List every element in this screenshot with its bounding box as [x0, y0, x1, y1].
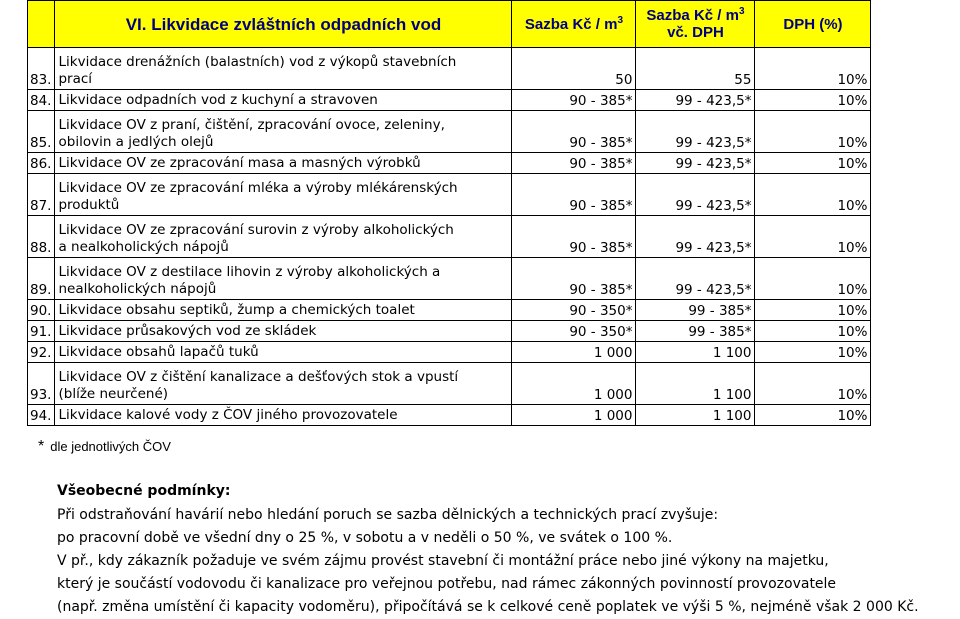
row-description-line: prací: [58, 71, 93, 87]
row-rate-vat: 99 - 423,5*: [636, 258, 755, 300]
conditions-line: po pracovní době ve všední dny o 25 %, v sobotu a v neděli o 50 %, ve svátek o 100 %.: [57, 530, 673, 546]
row-rate-vat: 99 - 423,5*: [636, 216, 755, 258]
table-row: [28, 111, 871, 153]
conditions-line: V př., kdy zákazník požaduje ve svém zájmu provést stavební či montážní práce nebo jiné výkony na majetku,: [57, 553, 829, 569]
row-description-line: a nealkoholických nápojů: [58, 239, 229, 255]
row-number: 83.: [28, 48, 55, 90]
row-rate: 1 000: [512, 405, 636, 426]
row-description: [55, 363, 512, 405]
header-rate-vat: Sazba Kč / $m^3$ vč. DPH: [636, 1, 755, 48]
section-title: VI. Likvidace zvláštních odpadních vod: [55, 1, 512, 48]
row-description: [55, 300, 512, 321]
row-vat: 10%: [755, 321, 871, 342]
row-vat: 10%: [755, 258, 871, 300]
row-number: 93.: [28, 363, 55, 405]
row-vat: 10%: [755, 342, 871, 363]
row-rate: 1 000: [512, 342, 636, 363]
row-rate: 50: [512, 48, 636, 90]
row-rate-vat: 55: [636, 48, 755, 90]
row-description: [55, 174, 512, 216]
row-description: [55, 258, 512, 300]
row-description-line: obilovin a jedlých olejů: [58, 134, 214, 150]
row-description-line: Likvidace odpadních vod z kuchyní a stravoven: [58, 92, 378, 108]
header-rate: Sazba Kč / $m^3$: [512, 1, 636, 48]
row-rate: 90 - 385*: [512, 258, 636, 300]
row-description: [55, 153, 512, 174]
header-row: [28, 1, 871, 48]
row-description-line: nealkoholických nápojů: [58, 281, 217, 297]
row-description-line: Likvidace obsahů lapačů tuků: [58, 344, 259, 360]
conditions-line: Při odstraňování havárií nebo hledání poruch se sazba dělnických a technických prací zvyšuje:: [57, 507, 719, 523]
table-body: [28, 48, 871, 426]
row-rate: 90 - 385*: [512, 111, 636, 153]
row-rate: 90 - 385*: [512, 153, 636, 174]
conditions-line: který je součástí vodovodu či kanalizace pro veřejnou potřebu, nad rámec zákonných povinností provozovatele: [57, 576, 837, 592]
footnote: [38, 438, 171, 456]
row-rate-vat: 99 - 423,5*: [636, 153, 755, 174]
row-vat: 10%: [755, 300, 871, 321]
row-number: 90.: [28, 300, 55, 321]
row-rate-vat: 1 100: [636, 405, 755, 426]
row-number: 85.: [28, 111, 55, 153]
row-rate-vat: 1 100: [636, 363, 755, 405]
table-row: [28, 216, 871, 258]
row-description-line: Likvidace OV ze zpracování surovin z výroby alkoholických: [58, 222, 454, 238]
row-description-line: (blíže neurčené): [58, 386, 169, 402]
row-description: [55, 405, 512, 426]
row-number: 94.: [28, 405, 55, 426]
row-vat: 10%: [755, 363, 871, 405]
table-row: [28, 363, 871, 405]
table-row: [28, 321, 871, 342]
row-rate-vat: 99 - 423,5*: [636, 90, 755, 111]
row-number: 88.: [28, 216, 55, 258]
row-description: [55, 90, 512, 111]
table-row: [28, 174, 871, 216]
conditions-line: (např. změna umístění či kapacity vodoměru), připočítává se k celkové ceně poplatek ve výši 5 %, nejméně však 2 000 Kč.: [57, 599, 919, 615]
row-vat: 10%: [755, 90, 871, 111]
row-description: [55, 321, 512, 342]
row-rate: 90 - 385*: [512, 174, 636, 216]
row-number: 84.: [28, 90, 55, 111]
row-description-line: Likvidace drenážních (balastních) vod z výkopů stavebních: [58, 54, 457, 70]
price-table: [27, 0, 871, 426]
row-description: [55, 111, 512, 153]
row-rate-vat: 99 - 423,5*: [636, 174, 755, 216]
footnote-star: *: [38, 438, 45, 455]
table-row: [28, 90, 871, 111]
row-rate: 90 - 385*: [512, 216, 636, 258]
row-description-line: Likvidace OV z čištění kanalizace a dešťových stok a vpustí: [58, 369, 459, 385]
row-description-line: Likvidace OV ze zpracování masa a masných výrobků: [58, 155, 421, 171]
row-vat: 10%: [755, 153, 871, 174]
row-rate: 90 - 350*: [512, 300, 636, 321]
row-vat: 10%: [755, 405, 871, 426]
row-description-line: Likvidace OV ze zpracování mléka a výroby mlékárenských: [58, 180, 458, 196]
row-number: 89.: [28, 258, 55, 300]
row-number: 91.: [28, 321, 55, 342]
table-row: [28, 48, 871, 90]
row-vat: 10%: [755, 174, 871, 216]
row-description: [55, 48, 512, 90]
row-rate-vat: 99 - 385*: [636, 300, 755, 321]
row-description-line: Likvidace OV z destilace lihovin z výroby alkoholických a: [58, 264, 441, 280]
row-number: 87.: [28, 174, 55, 216]
row-description-line: Likvidace průsakových vod ze skládek: [58, 323, 317, 339]
row-rate-vat: 99 - 385*: [636, 321, 755, 342]
table-row: [28, 342, 871, 363]
row-description-line: Likvidace obsahu septiků, žump a chemických toalet: [58, 302, 415, 318]
row-description: [55, 216, 512, 258]
row-description-line: produktů: [58, 197, 120, 213]
row-rate-vat: 1 100: [636, 342, 755, 363]
table-row: [28, 405, 871, 426]
row-rate: 90 - 385*: [512, 90, 636, 111]
row-rate: 90 - 350*: [512, 321, 636, 342]
row-description-line: Likvidace kalové vody z ČOV jiného provozovatele: [58, 407, 398, 423]
header-vat: DPH (%): [755, 1, 871, 48]
conditions-heading: Všeobecné podmínky:: [57, 483, 231, 499]
row-vat: 10%: [755, 111, 871, 153]
row-number: 92.: [28, 342, 55, 363]
row-number: 86.: [28, 153, 55, 174]
table-row: [28, 258, 871, 300]
row-vat: 10%: [755, 48, 871, 90]
row-rate: 1 000: [512, 363, 636, 405]
table-row: [28, 153, 871, 174]
header-num-cell: [28, 1, 55, 48]
row-description-line: Likvidace OV z praní, čištění, zpracování ovoce, zeleniny,: [58, 117, 445, 133]
footnote-text: dle jednotlivých ČOV: [50, 439, 171, 454]
table-row: [28, 300, 871, 321]
row-rate-vat: 99 - 423,5*: [636, 111, 755, 153]
general-conditions: [57, 480, 919, 619]
row-vat: 10%: [755, 216, 871, 258]
row-description: [55, 342, 512, 363]
